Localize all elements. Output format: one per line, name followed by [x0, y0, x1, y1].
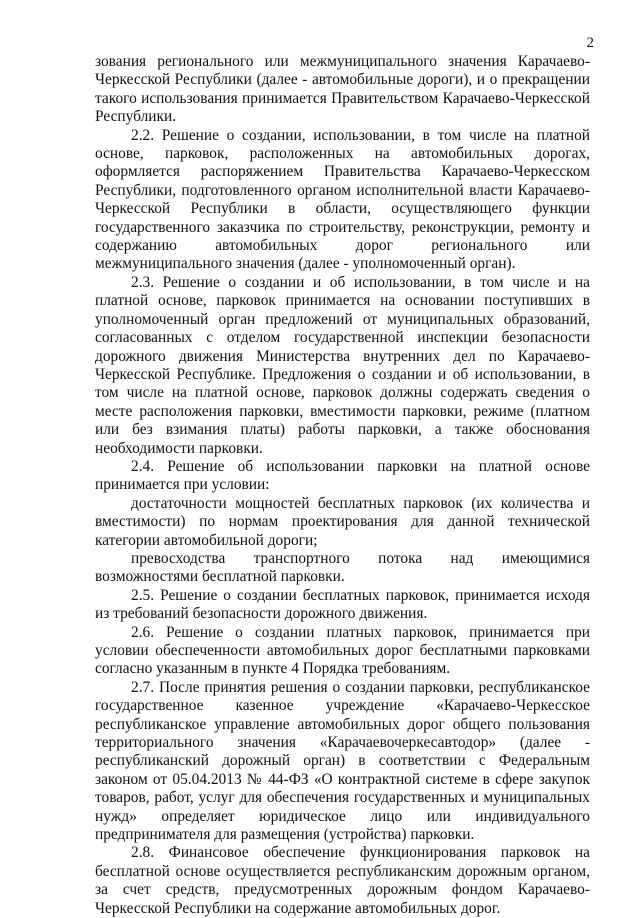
paragraph-2-4-condition-2: превосходства транспортного потока над имеющимися возможностями бесплатной парковки.	[95, 549, 590, 586]
paragraph-2-8: 2.8. Финансовое обеспечение функционирования парковок на бесплатной основе осуществляется республиканским дорожным органом, за счет средств, предусмотренных дорожным фондом Карачаево-Черкесской Республики на содержание автомобильных дорог.	[95, 844, 590, 917]
paragraph-2-7: 2.7. После принятия решения о создании парковки, республиканское государственное казенное учреждение «Карачаево-Черкесское республиканское управление автомобильных дорог общего пользования территориального значения «Карачаевочеркесавтодор» (далее - республиканский дорожный орган) в соответствии с Федеральным законом от 05.04.2013 № 44-ФЗ «О контрактной системе в сфере закупок товаров, работ, услуг для обеспечения государственных и муниципальных нужд» определяет юридическое лицо или индивидуального предпринимателя для размещения (устройства) парковки.	[95, 678, 590, 844]
paragraph-continuation: зования регионального или межмуниципального значения Карачаево-Черкесской Республики (далее - автомобильные дороги), и о прекращении такого использования принимается Правительством Карачаево-Черкесской Республики.	[95, 53, 590, 126]
paragraph-2-2: 2.2. Решение о создании, использовании, в том числе на платной основе, парковок, расположенных на автомобильных дорогах, оформляется распоряжением Правительства Карачаево-Черкесском Республики, подготовленного органом исполнительной власти Карачаево-Черкесской Республики в области, осуществляющего функции государственного заказчика по строительству, реконструкции, ремонту и содержанию автомобильных дорог регионального или межмуниципального значения (далее - уполномоченный орган).	[95, 126, 590, 273]
page-number: 2	[586, 35, 594, 51]
paragraph-2-6: 2.6. Решение о создании платных парковок, принимается при условии обеспеченности автомобильных дорог бесплатными парковками согласно указанным в пункте 4 Порядка требованиям.	[95, 623, 590, 678]
paragraph-2-5: 2.5. Решение о создании бесплатных парковок, принимается исходя из требований безопасности дорожного движения.	[95, 586, 590, 623]
paragraph-2-4: 2.4. Решение об использовании парковки на платной основе принимается при условии:	[95, 457, 590, 494]
paragraph-2-4-condition-1: достаточности мощностей бесплатных парковок (их количества и вместимости) по нормам проектирования для данной технической категории автомобильной дороги;	[95, 494, 590, 549]
paragraph-2-3: 2.3. Решение о создании и об использовании, в том числе и на платной основе, парковок принимается на основании поступивших в уполномоченный орган предложений от муниципальных образований, согласованных с отделом государственной инспекции безопасности дорожного движения Министерства внутренних дел по Карачаево-Черкесской Республике. Предложения о создании и об использовании, в том числе на платной основе, парковок должны содержать сведения о месте расположения парковки, вместимости парковки, режиме (платном или без взимания платы) работы парковки, а также обоснования необходимости парковки.	[95, 273, 590, 457]
document-body	[95, 53, 590, 918]
